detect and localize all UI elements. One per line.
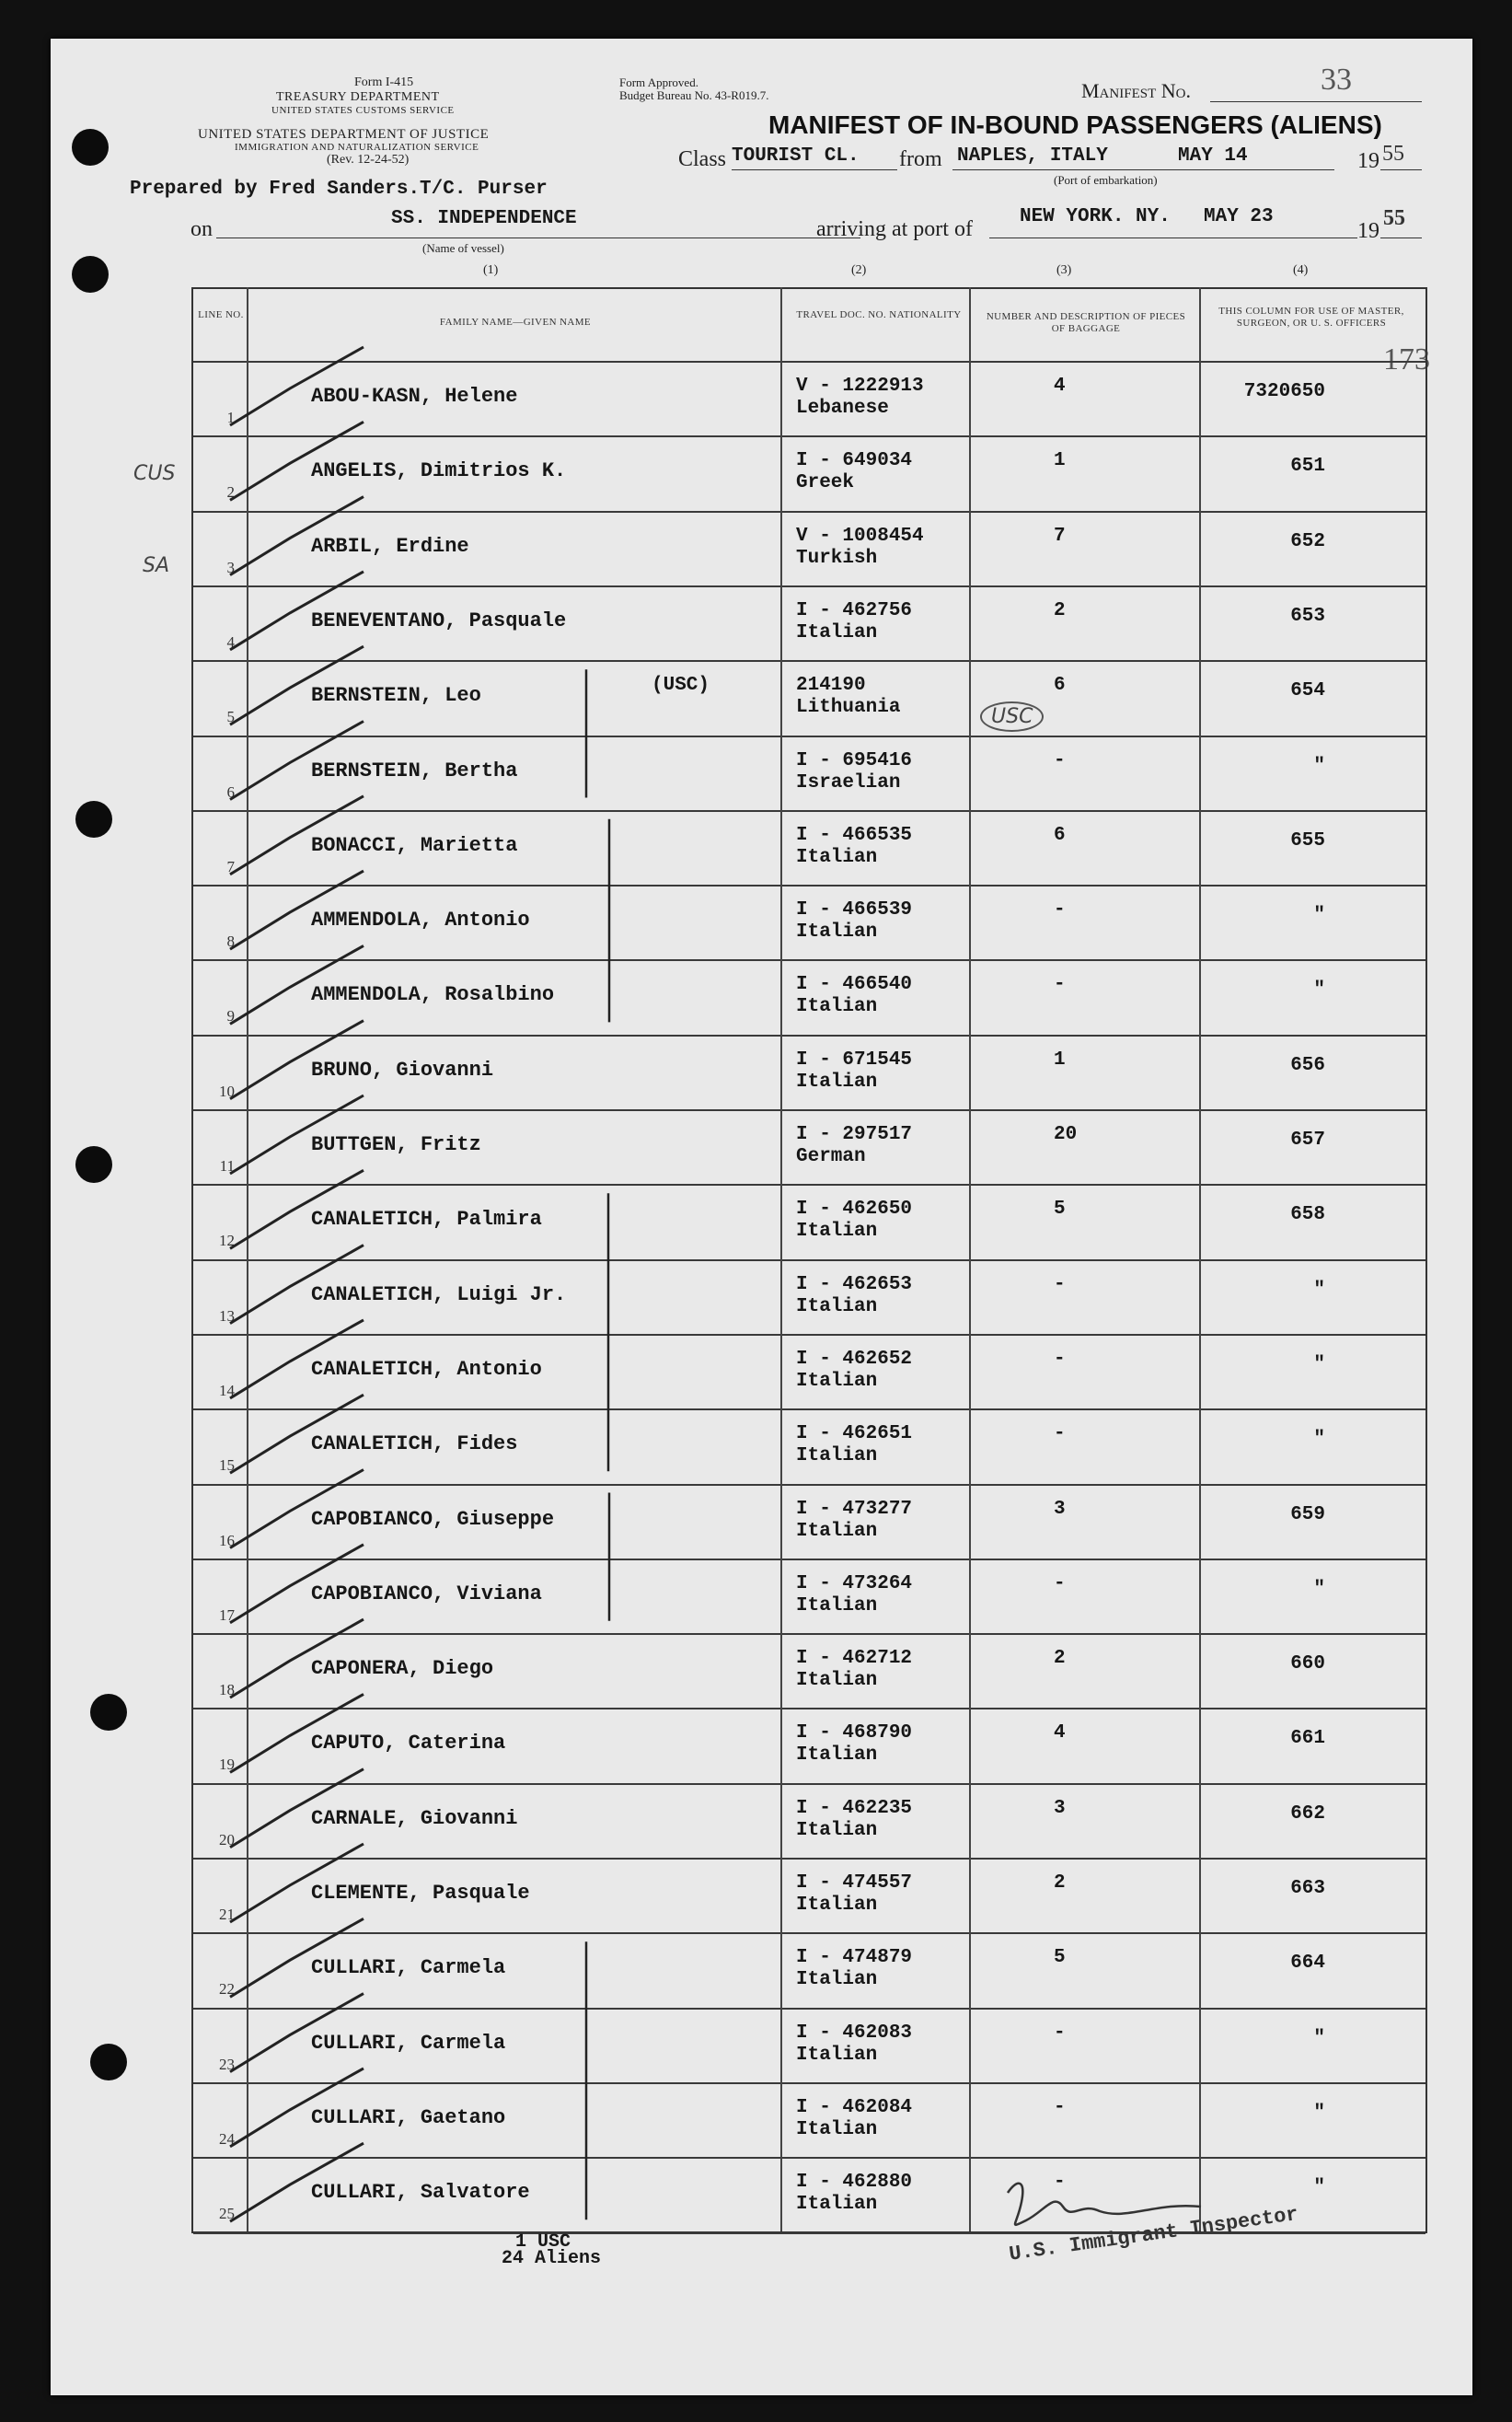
travel-doc-number: I - 474557 — [796, 1872, 913, 1894]
officer-note: " — [1313, 2027, 1325, 2049]
travel-doc-number: I - 462880 — [796, 2172, 913, 2194]
travel-doc-number: I - 462651 — [796, 1423, 913, 1445]
travel-doc-number: I - 671545 — [796, 1049, 913, 1071]
citizen-note: (USC) — [652, 675, 710, 697]
passenger-name: BENEVENTANO, Pasquale — [311, 608, 567, 632]
officer-note: 651 — [1290, 456, 1325, 478]
passenger-name: CANALETICH, Palmira — [311, 1208, 542, 1232]
nationality: Lithuania — [796, 697, 901, 719]
baggage-count: - — [1054, 2022, 1066, 2044]
year-prefix-2: 19 — [1357, 219, 1379, 243]
nationality: Italian — [796, 1895, 878, 1916]
passenger-name: CANALETICH, Fides — [311, 1432, 518, 1456]
nationality: Italian — [796, 1969, 878, 1991]
travel-doc-number: I - 462653 — [796, 1273, 913, 1295]
officer-note: " — [1313, 1578, 1325, 1600]
travel-doc-number: I - 468790 — [796, 1722, 913, 1744]
baggage-count: 4 — [1054, 1722, 1066, 1744]
binder-hole — [75, 1146, 112, 1183]
table-row — [193, 959, 1425, 1036]
arriving-label: arriving at port of — [816, 217, 973, 241]
nationality: Italian — [796, 1445, 878, 1467]
line-number: 23 — [219, 2055, 235, 2073]
inspector-stamp: U.S. Immigrant Inspector — [1008, 2202, 1300, 2266]
table-row — [193, 1109, 1425, 1186]
table-row — [193, 1932, 1425, 2009]
passenger-name: CLEMENTE, Pasquale — [311, 1882, 530, 1905]
nationality: Turkish — [796, 547, 878, 569]
port-embarkation: NAPLES, ITALY — [957, 145, 1108, 167]
baggage-count: - — [1054, 1273, 1066, 1295]
nationality: Italian — [796, 1594, 878, 1617]
travel-doc-number: I - 462084 — [796, 2096, 913, 2118]
baggage-count: 1 — [1054, 450, 1066, 472]
form-number: Form I-415 — [354, 75, 414, 89]
baggage-count: - — [1054, 1423, 1066, 1445]
table-row — [193, 1484, 1425, 1560]
vessel-name: SS. INDEPENDENCE — [391, 208, 577, 229]
travel-doc-number: V - 1222913 — [796, 376, 924, 397]
nationality: Italian — [796, 1295, 878, 1317]
on-label: on — [190, 217, 213, 241]
passenger-name: CULLARI, Carmela — [311, 1956, 506, 1980]
line-number: 10 — [219, 1082, 235, 1100]
table-row — [193, 1858, 1425, 1934]
baggage-count: - — [1054, 974, 1066, 996]
baggage-count: 2 — [1054, 1648, 1066, 1670]
line-number: 1 — [226, 409, 235, 426]
officer-note: 661 — [1290, 1728, 1325, 1750]
table-row — [193, 885, 1425, 961]
arrival-date: MAY 23 — [1204, 206, 1274, 227]
travel-doc-number: I - 462083 — [796, 2022, 913, 2044]
col-num-2: (2) — [851, 263, 867, 277]
usc-count: 1 USC — [515, 2231, 571, 2253]
table-row — [193, 1035, 1425, 1111]
col-num-3: (3) — [1056, 263, 1072, 277]
baggage-count: - — [1054, 1572, 1066, 1594]
passenger-name: CULLARI, Carmela — [311, 2031, 506, 2055]
travel-doc-number: I - 462235 — [796, 1797, 913, 1819]
col-header-line: LINE NO. — [198, 309, 244, 320]
table-row — [193, 1633, 1425, 1709]
table-row — [193, 660, 1425, 736]
nationality: Greek — [796, 472, 855, 494]
travel-doc-number: I - 297517 — [796, 1124, 913, 1145]
table-row — [193, 1334, 1425, 1410]
aliens-count: 24 Aliens — [502, 2248, 602, 2269]
officer-note: " — [1313, 1429, 1325, 1451]
line-number: 4 — [226, 632, 235, 651]
table-header — [193, 289, 1425, 361]
baggage-count: 3 — [1054, 1498, 1066, 1520]
travel-doc-number: I - 462756 — [796, 599, 913, 621]
passenger-name: BONACCI, Marietta — [311, 833, 518, 857]
travel-doc-number: I - 466535 — [796, 824, 913, 846]
passenger-name: CARNALE, Giovanni — [311, 1806, 518, 1830]
col-num-4: (4) — [1293, 263, 1309, 277]
line-number: 5 — [226, 708, 235, 726]
table-row — [193, 1783, 1425, 1860]
customs-service: UNITED STATES CUSTOMS SERVICE — [271, 105, 455, 116]
binder-hole — [90, 2044, 127, 2080]
nationality: Italian — [796, 2194, 878, 2216]
passenger-name: BERNSTEIN, Bertha — [311, 759, 518, 782]
nationality: Italian — [796, 621, 878, 643]
passenger-name: CANALETICH, Luigi Jr. — [311, 1282, 567, 1306]
officer-note: 664 — [1290, 1953, 1325, 1975]
line-number: 22 — [219, 1980, 235, 1999]
table-row — [193, 810, 1425, 887]
embark-date: MAY 14 — [1178, 145, 1248, 167]
table-row — [193, 361, 1425, 437]
nationality: German — [796, 1146, 866, 1167]
col-header-doc: TRAVEL DOC. NO. NATIONALITY — [796, 309, 962, 320]
nationality: Israelian — [796, 771, 901, 794]
officer-note: " — [1313, 755, 1325, 777]
passenger-name: CAPOBIANCO, Giuseppe — [311, 1507, 555, 1531]
passenger-name: ABOU-KASN, Helene — [311, 385, 518, 408]
nationality: Italian — [796, 2118, 878, 2140]
col-header-baggage: NUMBER AND DESCRIPTION OF PIECES OF BAGGAGE — [986, 311, 1186, 334]
class-label: Class — [678, 147, 727, 171]
baggage-count: 6 — [1054, 675, 1066, 697]
line-number: 15 — [219, 1456, 235, 1475]
baggage-count: - — [1054, 2172, 1066, 2194]
nationality: Italian — [796, 1221, 878, 1243]
nationality: Italian — [796, 846, 878, 868]
baggage-count: 6 — [1054, 824, 1066, 846]
passenger-name: CAPUTO, Caterina — [311, 1732, 506, 1756]
baggage-count: 4 — [1054, 376, 1066, 397]
manifest-no-label: Manifest No. — [1081, 79, 1191, 102]
binder-hole — [90, 1694, 127, 1731]
baggage-count: 2 — [1054, 1872, 1066, 1894]
line-number: 6 — [226, 782, 235, 801]
travel-doc-number: V - 1008454 — [796, 525, 924, 547]
travel-doc-number: I - 649034 — [796, 450, 913, 472]
passenger-name: CULLARI, Gaetano — [311, 2105, 506, 2129]
year-value-2: 55 — [1383, 206, 1405, 230]
year-value-1: 55 — [1382, 142, 1404, 166]
usc-circle-note: USC — [980, 701, 1044, 732]
nationality: Italian — [796, 1520, 878, 1542]
officer-note: 659 — [1290, 1503, 1325, 1525]
line-number: 9 — [226, 1007, 235, 1026]
table-row — [193, 1408, 1425, 1485]
margin-note-sa: SA — [143, 554, 170, 577]
officer-note: " — [1313, 2102, 1325, 2124]
officer-note: 660 — [1290, 1653, 1325, 1675]
line-number: 19 — [219, 1756, 235, 1774]
passenger-name: AMMENDOLA, Antonio — [311, 909, 530, 933]
nationality: Italian — [796, 1071, 878, 1093]
table-row — [193, 2008, 1425, 2084]
baggage-count: - — [1054, 749, 1066, 771]
line-number: 13 — [219, 1306, 235, 1325]
nationality: Italian — [796, 1819, 878, 1841]
budget-bureau: Budget Bureau No. 43-R019.7. — [619, 88, 769, 102]
line-number: 12 — [219, 1232, 235, 1250]
table-row — [193, 1259, 1425, 1336]
travel-doc-number: I - 474879 — [796, 1947, 913, 1969]
travel-doc-number: I - 462652 — [796, 1348, 913, 1370]
nationality: Italian — [796, 1744, 878, 1767]
line-number: 2 — [226, 483, 235, 502]
line-number: 21 — [219, 1906, 235, 1923]
officer-note: 656 — [1290, 1054, 1325, 1076]
binder-hole — [75, 801, 112, 838]
arrival-port: NEW YORK. NY. — [1020, 206, 1171, 227]
officer-note: " — [1313, 979, 1325, 1002]
baggage-count: 20 — [1054, 1124, 1078, 1145]
binder-hole — [72, 129, 109, 166]
form-approved: Form Approved. — [619, 75, 698, 89]
line-number: 11 — [219, 1157, 235, 1175]
baggage-count: - — [1054, 2096, 1066, 2118]
officer-note: " — [1313, 2177, 1325, 2199]
prepared-by: Prepared by Fred Sanders.T/C. Purser — [130, 179, 548, 200]
baggage-count: 1 — [1054, 1049, 1066, 1071]
baggage-count: 5 — [1054, 1947, 1066, 1969]
class-value: TOURIST CL. — [732, 145, 860, 167]
nationality: Lebanese — [796, 398, 889, 419]
line-number: 7 — [226, 857, 235, 875]
binder-hole — [72, 256, 109, 293]
officer-note: 658 — [1290, 1204, 1325, 1226]
passenger-name: BUTTGEN, Fritz — [311, 1133, 481, 1156]
table-row — [193, 736, 1425, 812]
line-number: 24 — [219, 2129, 235, 2148]
baggage-count: - — [1054, 1348, 1066, 1370]
revision: (Rev. 12-24-52) — [327, 153, 410, 167]
officer-note: " — [1313, 1279, 1325, 1301]
line-number: 25 — [219, 2205, 235, 2223]
page-mark: 173 — [1383, 342, 1430, 377]
officer-note: 7320650 — [1243, 381, 1325, 402]
officer-note: 652 — [1290, 530, 1325, 552]
vessel-caption: (Name of vessel) — [422, 241, 504, 255]
nationality: Italian — [796, 996, 878, 1018]
baggage-count: 2 — [1054, 599, 1066, 621]
line-number: 8 — [226, 933, 235, 951]
table-row — [193, 1708, 1425, 1784]
port-embark-caption: (Port of embarkation) — [1054, 173, 1158, 187]
from-label: from — [899, 147, 942, 171]
line-number: 16 — [219, 1531, 235, 1549]
officer-note: 653 — [1290, 605, 1325, 627]
passenger-name: CULLARI, Salvatore — [311, 2181, 530, 2205]
baggage-count: 5 — [1054, 1199, 1066, 1221]
manifest-title: MANIFEST OF IN-BOUND PASSENGERS (ALIENS) — [768, 110, 1382, 139]
travel-doc-number: I - 462650 — [796, 1199, 913, 1221]
baggage-count: 7 — [1054, 525, 1066, 547]
inspector-signature-icon — [989, 2174, 1265, 2248]
col-num-1: (1) — [483, 263, 499, 277]
baggage-count: - — [1054, 899, 1066, 921]
table-row — [193, 435, 1425, 512]
officer-note: 657 — [1290, 1130, 1325, 1151]
passenger-name: CAPOBIANCO, Viviana — [311, 1582, 542, 1605]
immigration-service: IMMIGRATION AND NATURALIZATION SERVICE — [235, 142, 479, 153]
passenger-name: CAPONERA, Diego — [311, 1657, 494, 1681]
table-row — [193, 511, 1425, 587]
table-row — [193, 2082, 1425, 2159]
line-number: 18 — [219, 1681, 235, 1699]
nationality: Italian — [796, 1670, 878, 1692]
nationality: Italian — [796, 1370, 878, 1392]
treasury-dept: TREASURY DEPARTMENT — [276, 90, 440, 104]
nationality: Italian — [796, 921, 878, 944]
nationality: Italian — [796, 2044, 878, 2066]
year-prefix-1: 19 — [1357, 149, 1379, 173]
travel-doc-number: I - 695416 — [796, 749, 913, 771]
officer-note: " — [1313, 905, 1325, 927]
officer-note: 655 — [1290, 829, 1325, 852]
manifest-no-value: 33 — [1321, 63, 1352, 97]
baggage-count: 3 — [1054, 1797, 1066, 1819]
manifest-page — [51, 39, 1472, 2395]
passenger-name: BERNSTEIN, Leo — [311, 684, 481, 708]
passenger-name: BRUNO, Giovanni — [311, 1058, 494, 1082]
travel-doc-number: 214190 — [796, 675, 866, 697]
table-row — [193, 1184, 1425, 1260]
passenger-table — [191, 287, 1427, 2233]
table-row — [193, 1559, 1425, 1635]
margin-note-cus: CUS — [133, 462, 176, 485]
table-row — [193, 585, 1425, 662]
travel-doc-number: I - 462712 — [796, 1648, 913, 1670]
travel-doc-number: I - 473264 — [796, 1572, 913, 1594]
travel-doc-number: I - 466539 — [796, 899, 913, 921]
officer-note: 654 — [1290, 680, 1325, 702]
line-number: 20 — [219, 1830, 235, 1848]
officer-note: " — [1313, 1353, 1325, 1375]
col-header-name: FAMILY NAME—GIVEN NAME — [439, 317, 592, 328]
officer-note: 663 — [1290, 1878, 1325, 1899]
travel-doc-number: I - 473277 — [796, 1498, 913, 1520]
justice-dept: UNITED STATES DEPARTMENT OF JUSTICE — [198, 127, 490, 142]
officer-note: 662 — [1290, 1802, 1325, 1825]
line-number: 14 — [219, 1381, 235, 1399]
passenger-name: AMMENDOLA, Rosalbino — [311, 983, 555, 1007]
passenger-name: ANGELIS, Dimitrios K. — [311, 459, 567, 483]
travel-doc-number: I - 466540 — [796, 974, 913, 996]
line-number: 17 — [219, 1605, 235, 1624]
line-number: 3 — [226, 558, 235, 576]
col-header-officers: THIS COLUMN FOR USE OF MASTER, SURGEON, OR U. S. OFFICERS — [1218, 306, 1404, 329]
passenger-name: CANALETICH, Antonio — [311, 1357, 542, 1381]
passenger-name: ARBIL, Erdine — [311, 534, 469, 558]
